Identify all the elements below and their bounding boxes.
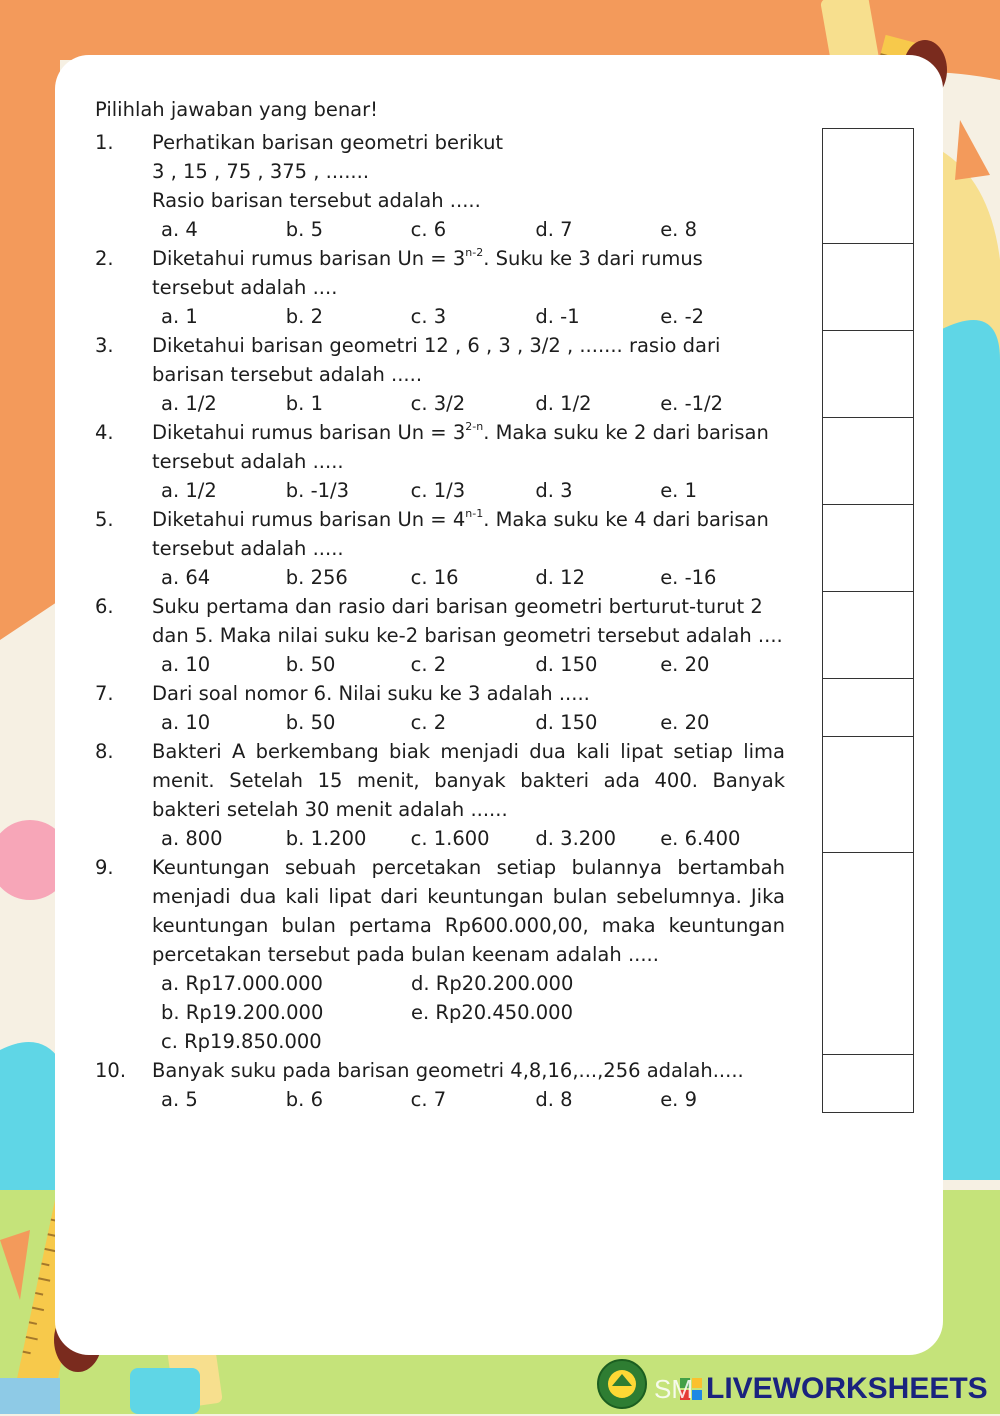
option-c: c. 6 [410,218,447,241]
watermark-prefix: SM [654,1374,693,1404]
question-3 [95,331,785,418]
option-d: d. -1 [535,305,580,328]
question-text: Diketahui rumus barisan $Un = 3^{n-2}$. Suku ke 3 dari rumus tersebut adalah .... [152,246,703,299]
option-e: e. -1/2 [660,392,724,415]
option-e: e. 6.400 [660,827,741,850]
options-row [161,215,785,244]
option-e: e. 20 [660,711,710,734]
question-number: 5. [95,508,114,531]
option-e: e. 9 [660,1088,697,1111]
option-d: d. 1/2 [535,392,592,415]
question-9 [95,853,785,1056]
question-7 [95,679,785,737]
question-number: 9. [95,856,114,879]
options-row [161,389,785,418]
option-b: b. 50 [285,711,336,734]
liveworksheets-watermark [594,1356,994,1412]
question-text: Banyak suku pada barisan geometri 4,8,16,...,256 adalah..... [152,1059,744,1082]
options-row [161,998,785,1027]
question-line: Perhatikan barisan geometri berikut [152,131,504,154]
option-d: d. 7 [535,218,573,241]
question-line: 3 , 15 , 75 , 375 , ....... [152,160,370,183]
options-row [161,969,785,998]
option-a: a. 4 [161,218,198,241]
question-2 [95,244,785,331]
question-number: 3. [95,334,114,357]
option-c: c. Rp19.850.000 [161,1030,322,1053]
option-d: d. 12 [535,566,585,589]
option-b: b. 50 [285,653,336,676]
question-text: Bakteri A berkembang biak menjadi dua kali lipat setiap lima menit. Setelah 15 menit, banyak bakteri ada 400. Banyak bakteri setelah 30 menit adalah ...... [152,740,785,821]
option-c: c. 7 [410,1088,447,1111]
answer-box-6[interactable] [822,592,914,679]
option-c: c. 1.600 [410,827,490,850]
answer-box-8[interactable] [822,737,914,853]
option-a: a. 1 [161,305,198,328]
question-line: Rasio barisan tersebut adalah ..... [152,189,481,212]
option-c: c. 1/3 [410,479,466,502]
answer-column [822,128,914,1113]
option-e: e. Rp20.450.000 [411,1001,573,1024]
option-e: e. 8 [660,218,697,241]
exponent: n-2 [465,246,484,259]
options-row [161,302,785,331]
answer-box-3[interactable] [822,331,914,418]
options-row [161,1085,785,1114]
option-e: e. 20 [660,653,710,676]
question-8 [95,737,785,853]
option-b: b. 5 [285,218,323,241]
exponent: n-1 [465,507,484,520]
answer-box-7[interactable] [822,679,914,737]
option-a: a. 1/2 [161,479,217,502]
question-6 [95,592,785,679]
option-c: c. 2 [410,653,447,676]
option-e: e. 1 [660,479,697,502]
option-a: a. 5 [161,1088,198,1111]
option-a: a. 1/2 [161,392,217,415]
option-a: a. 64 [161,566,211,589]
question-text: Keuntungan sebuah percetakan setiap bulannya bertambah menjadi dua kali lipat dari keuntungan bulan sebelumnya. Jika keuntungan bulan pertama Rp600.000,00, maka keuntungan percetakan tersebut pada bulan keenam adalah ..... [152,856,785,966]
option-b: b. 2 [285,305,323,328]
answer-box-10[interactable] [822,1055,914,1113]
option-c: c. 3 [410,305,447,328]
question-text: Suku pertama dan rasio dari barisan geometri berturut-turut 2 dan 5. Maka nilai suku ke-2 barisan geometri tersebut adalah .... [152,595,783,647]
option-b: b. Rp19.200.000 [161,1001,324,1024]
option-e: e. -2 [660,305,705,328]
answer-box-5[interactable] [822,505,914,592]
instruction-text: Pilihlah jawaban yang benar! [95,98,378,121]
question-5 [95,505,785,592]
question-number: 8. [95,740,114,763]
question-number: 1. [95,131,114,154]
option-d: d. Rp20.200.000 [411,972,574,995]
option-a: a. Rp17.000.000 [161,972,323,995]
option-d: d. 150 [535,711,598,734]
option-d: d. 3.200 [535,827,616,850]
question-list [95,95,785,1114]
option-c: c. 3/2 [410,392,466,415]
option-d: d. 8 [535,1088,573,1111]
option-a: a. 10 [161,653,211,676]
question-10 [95,1056,785,1114]
answer-box-9[interactable] [822,853,914,1055]
exponent: 2-n [465,420,484,433]
option-d: d. 150 [535,653,598,676]
question-number: 6. [95,595,114,618]
option-b: b. 1.200 [285,827,367,850]
options-row [161,650,785,679]
options-row [161,708,785,737]
option-b: b. 1 [285,392,323,415]
question-number: 7. [95,682,114,705]
question-text: Diketahui rumus barisan $Un = 4^{n-1}$. Maka suku ke 4 dari barisan tersebut adalah ..... [152,507,769,560]
question-number: 4. [95,421,114,444]
option-d: d. 3 [535,479,573,502]
school-emblem-icon [594,1356,994,1412]
answer-box-2[interactable] [822,244,914,331]
option-e: e. -16 [660,566,717,589]
question-number: 10. [95,1059,127,1082]
question-number: 2. [95,247,114,270]
option-c: c. 16 [410,566,459,589]
watermark-brand: LIVEWORKSHEETS [706,1372,988,1405]
option-a: a. 10 [161,711,211,734]
question-text: Dari soal nomor 6. Nilai suku ke 3 adalah ..... [152,682,590,705]
answer-box-1[interactable] [822,128,914,244]
question-text: Diketahui barisan geometri 12 , 6 , 3 , 3/2 , ....... rasio dari barisan tersebut adalah ..... [152,334,721,386]
option-c: c. 2 [410,711,447,734]
question-4 [95,418,785,505]
question-1 [95,128,785,244]
option-a: a. 800 [161,827,223,850]
answer-box-4[interactable] [822,418,914,505]
options-row [161,563,785,592]
options-row [161,476,785,505]
option-b: b. -1/3 [285,479,349,502]
options-row [161,1027,785,1056]
options-row [161,824,785,853]
question-text: Diketahui rumus barisan $Un = 3^{2-n}$. Maka suku ke 2 dari barisan tersebut adalah ..... [152,420,769,473]
option-b: b. 6 [285,1088,323,1111]
option-b: b. 256 [285,566,348,589]
